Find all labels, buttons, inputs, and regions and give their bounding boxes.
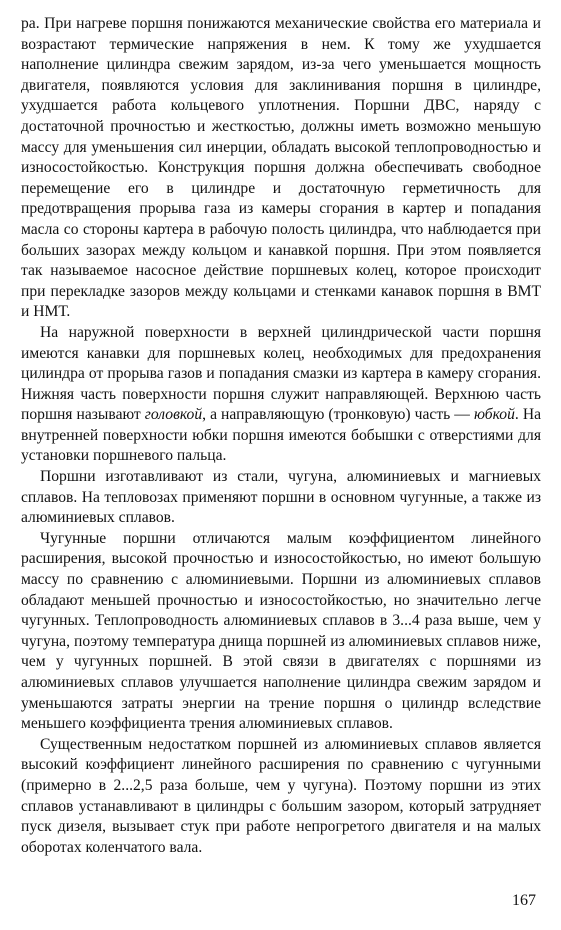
page-body [21, 14, 541, 858]
paragraph-piston-materials: Поршни изготавливают из стали, чугуна, алюминиевых и магниевых сплавов. На тепловозах применяют поршни в основном чугунные, а также из алюминиевых сплавов. [21, 468, 541, 527]
paragraph-aluminum-drawback: Существенным недостатком поршней из алюминиевых сплавов является высокий коэффициент линейного расширения по сравнению с чугунными (примерно в 2...2,5 раза больше, чем у чугуна). Поэтому поршни из этих сплавов устанавливают в цилиндры с большим зазором, который затрудняет пуск дизеля, вызывает стук при работе непрогретого двигателя и на малых оборотах коленчатого вала. [21, 735, 541, 856]
paragraph-text: , а направляющую (тронковую) часть — [202, 406, 474, 424]
paragraph-cast-iron-pistons: Чугунные поршни отличаются малым коэффициентом линейного расширения, высокой прочностью и износостойкостью, но имеют большую массу по сравнению с алюминиевыми. Поршни из алюминиевых сплавов обладают меньшей прочностью и износостойкостью, но значительно легче чугунных. Теплопроводность алюминиевых сплавов в 3...4 раза выше, чем у чугуна, поэтому температура днища поршней из алюминиевых сплавов ниже, чем у чугунных поршней. В этой связи в двигателях с поршнями из алюминиевых сплавов улучшается наполнение цилиндра свежим зарядом и уменьшаются затраты энергии на трение поршня о цилиндр вследствие меньшего коэффициента трения алюминиевых сплавов. [21, 529, 541, 733]
page-number: 167 [512, 892, 536, 909]
paragraph-piston-heating: ра. При нагреве поршня понижаются механические свойства его материала и возрастают термические напряжения в нем. К тому же ухудшается наполнение цилиндра свежим зарядом, из-за чего уменьшается мощность двигателя, появляются условия для заклинивания поршня в цилиндре, ухудшается работа кольцевого уплотнения. Поршни ДВС, наряду с достаточной прочностью и жесткостью, должны иметь возможно меньшую массу для уменьшения сил инерции, обладать высокой теплопроводностью и износостойкостью. Конструкция поршня должна обеспечивать свободное перемещение его в цилиндре и достаточную герметичность для предотвращения прорыва газа из камеры сгорания в картер и попадания масла со стороны картера в рабочую полость цилиндра, что наблюдается при больших зазорах между кольцом и канавкой поршня. При этом появляется так называемое насосное действие поршневых колец, которое происходит при перекладке зазоров между кольцами и стенками канавок поршня в ВМТ и НМТ. [21, 15, 541, 321]
paragraph-text: . На внутренней поверхности юбки поршня имеются бобышки с отверстиями для установки поршневого пальца. [21, 406, 541, 465]
term-skirt: юбкой [473, 406, 515, 424]
term-head: головкой [144, 406, 203, 424]
paragraph-text: На наружной поверхности в верхней цилиндрической части поршня имеются канавки для поршневых колец, необходимых для предохранения цилиндра от прорыва газов и попадания смазки из картера в камеру сгорания. Нижняя часть поверхности поршня служит направляющей. Верхнюю часть поршня называют [21, 323, 541, 424]
paragraph-piston-grooves [21, 323, 541, 467]
